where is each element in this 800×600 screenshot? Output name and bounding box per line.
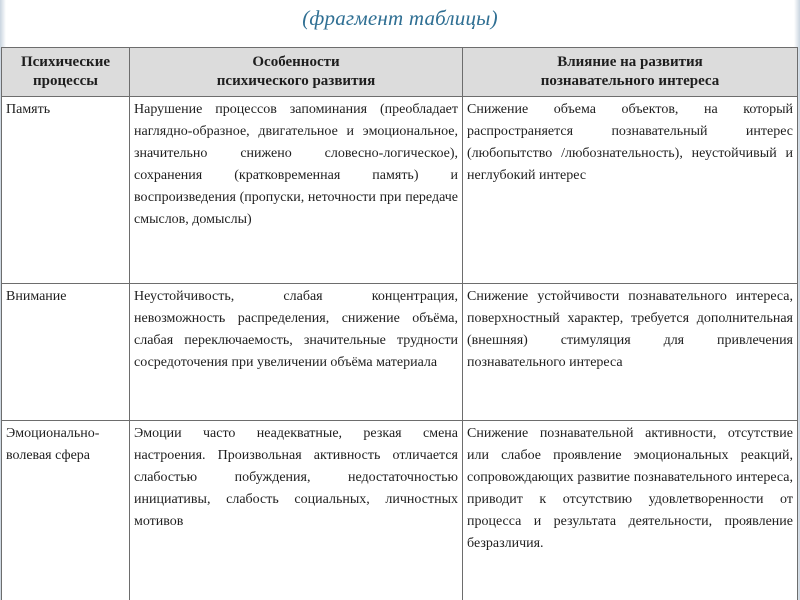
table-row-memory	[2, 97, 798, 284]
cell-influence: Снижение объема объектов, на который распространяется познавательный интерес (любопытство /любознательность), неустойчивый и неглубокий интерес	[463, 97, 798, 284]
header-features-line-1: Особенности	[252, 54, 340, 70]
cell-features: Неустойчивость, слабая концентрация, невозможность распределения, снижение объёма, слабая переключаемость, значительные трудности сосредоточения при увеличении объёма материала	[130, 284, 463, 421]
header-influence	[463, 48, 798, 97]
table-row-attention	[2, 284, 798, 421]
cell-influence: Снижение познавательной активности, отсутствие или слабое проявление эмоциональных реакций, сопровождающих развитие познавательного интереса, приводит к отсутствию удовлетворенности от процесса и результата деятельности, проявление безразличия.	[463, 421, 798, 600]
cell-influence: Снижение устойчивости познавательного интереса, поверхностный характер, требуется дополнительная (внешняя) стимуляция для привлечения познавательного интереса	[463, 284, 798, 421]
header-processes-line-2: процессы	[33, 73, 98, 89]
table-caption: (фрагмент таблицы)	[302, 6, 498, 30]
header-influence-line-2: познавательного интереса	[540, 73, 720, 89]
cell-process: Эмоционально-волевая сфера	[2, 421, 130, 600]
cell-features: Нарушение процессов запоминания (преобладает наглядно-образное, двигательное и эмоциональное, значительно снижено словесно-логическое), сохранения (кратковременная память) и воспроизведения (пропуски, неточности при передаче смыслов, домыслы)	[130, 97, 463, 284]
header-row	[2, 48, 798, 97]
cell-process: Память	[2, 97, 130, 284]
cell-process: Внимание	[2, 284, 130, 421]
table-row-emotion	[2, 421, 798, 600]
header-features	[130, 48, 463, 97]
header-processes	[2, 48, 130, 97]
header-influence-line-1: Влияние на развития	[557, 54, 703, 70]
header-features-line-2: психического развития	[216, 73, 376, 89]
cell-features: Эмоции часто неадекватные, резкая смена настроения. Произвольная активность отличается слабостью побуждения, недостаточностью инициативы, слабость социальных, личностных мотивов	[130, 421, 463, 600]
header-processes-line-1: Психические	[20, 54, 110, 70]
psychology-table	[1, 47, 798, 600]
